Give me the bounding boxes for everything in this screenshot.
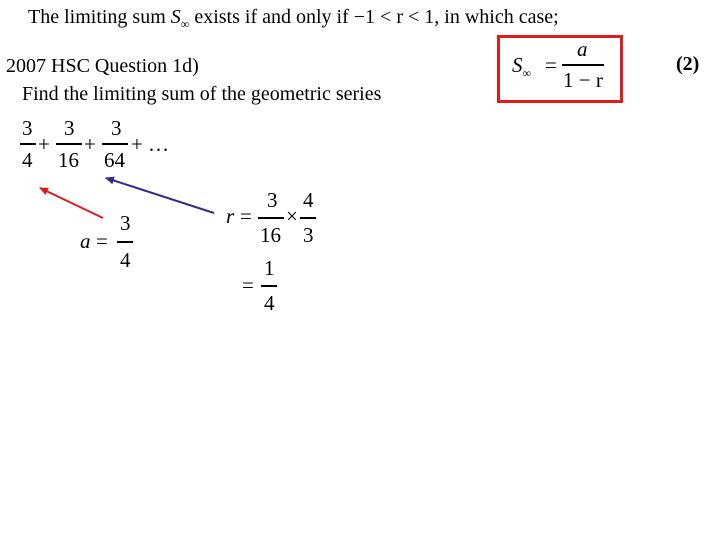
header-text-start: The limiting sum: [28, 6, 171, 28]
a-arrow: [40, 188, 103, 218]
header-text-middle: exists if and only if: [189, 6, 354, 28]
formula-equals: =: [545, 53, 557, 77]
result-numerator: 1: [264, 256, 275, 280]
question-marks: (2): [676, 53, 700, 75]
r-frac2-numerator: 4: [303, 188, 314, 212]
plus-sign: +: [84, 132, 96, 156]
term2-numerator: 3: [64, 116, 75, 140]
series-ellipsis: …: [148, 132, 169, 156]
question-source: 2007 HSC Question 1d): [6, 55, 199, 77]
r-frac2-denominator: 3: [303, 223, 314, 247]
term1-numerator: 3: [22, 116, 33, 140]
question-prompt: Find the limiting sum of the geometric series: [22, 83, 382, 105]
term3-denominator: 64: [104, 148, 125, 172]
r-arrow: [106, 178, 214, 213]
term1-denominator: 4: [22, 148, 33, 172]
result-denominator: 4: [264, 291, 275, 315]
a-numerator: 3: [120, 211, 131, 235]
result-fraction-bar: [261, 285, 277, 287]
s-infinity-symbol: S: [170, 6, 181, 28]
result-equals: =: [242, 273, 254, 297]
condition-inequality: −1 < r < 1,: [353, 6, 440, 28]
r-frac2-bar: [300, 217, 316, 219]
plus-sign: +: [131, 132, 143, 156]
formula-lhs: $S_\infty$: [512, 53, 532, 80]
r-frac1-bar: [258, 217, 284, 219]
header-text-end: in which case;: [439, 6, 559, 28]
plus-sign: +: [38, 132, 50, 156]
r-variable: r: [226, 204, 235, 228]
a-fraction-bar: [117, 241, 133, 243]
r-equals: =: [240, 204, 252, 228]
formula-denominator: 1 − r: [563, 68, 603, 92]
r-frac1-numerator: 3: [267, 188, 278, 212]
a-variable: a: [80, 229, 91, 253]
term3-numerator: 3: [111, 116, 122, 140]
formula-numerator: a: [577, 37, 588, 61]
times-sign: ×: [286, 204, 298, 228]
r-frac1-denominator: 16: [260, 223, 281, 247]
infinity-subscript: ∞: [180, 17, 190, 31]
a-denominator: 4: [120, 248, 131, 272]
a-equals: =: [96, 229, 108, 253]
term2-denominator: 16: [58, 148, 79, 172]
